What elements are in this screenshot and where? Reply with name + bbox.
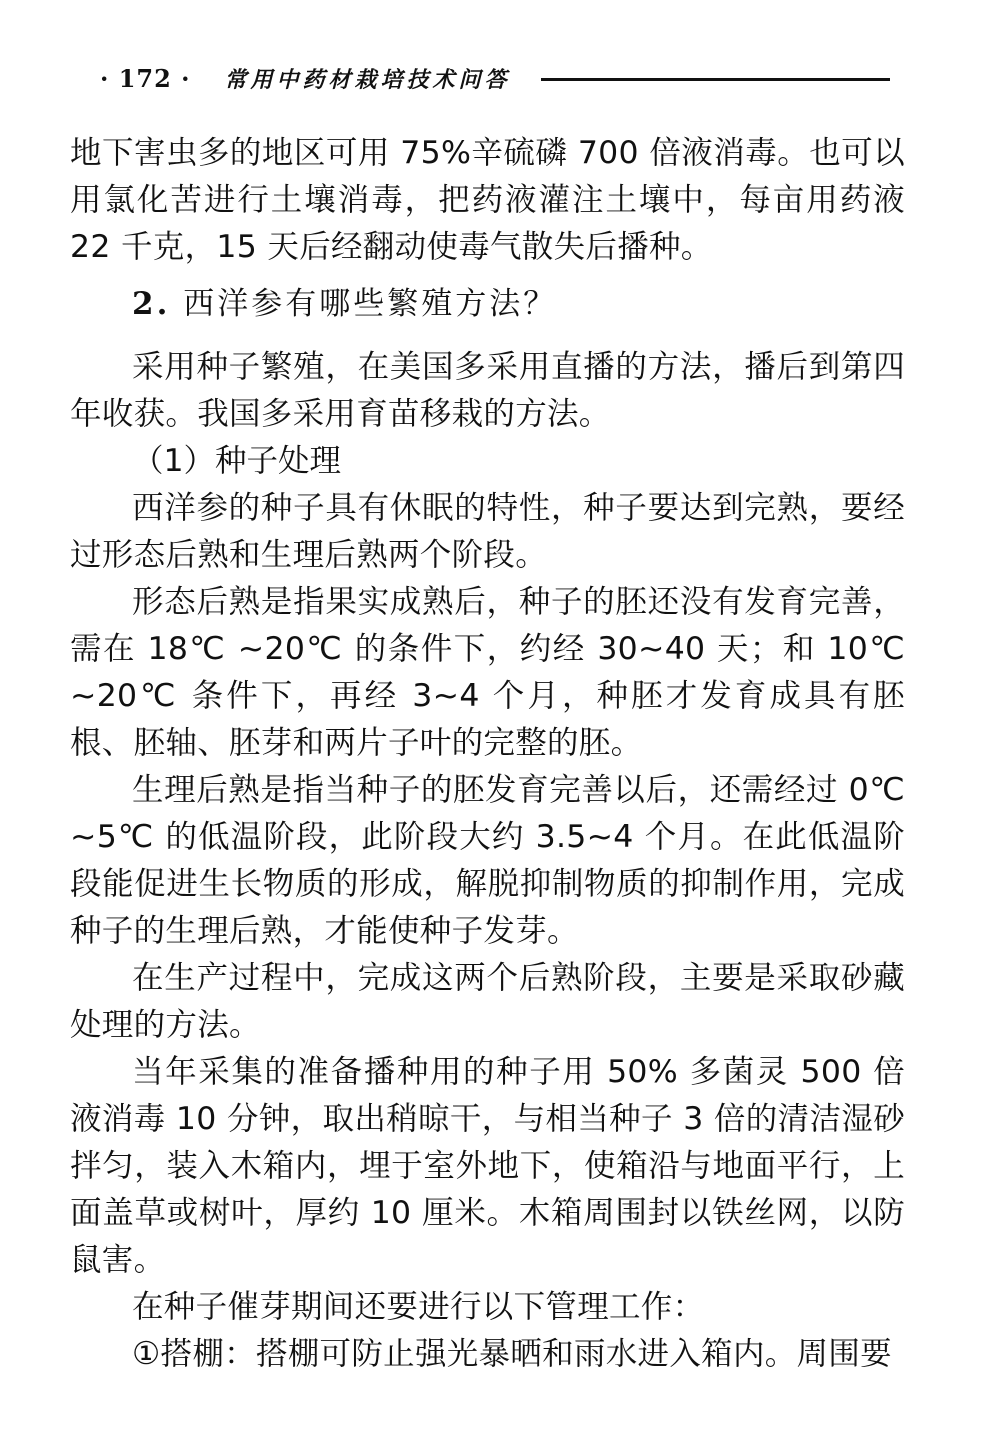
header-rule [541,78,890,81]
question-heading [132,281,905,328]
paragraph-sand-storage: 在生产过程中，完成这两个后熟阶段，主要是采取砂藏处理的方法。 [70,960,905,1043]
question-text: 西洋参有哪些繁殖方法？ [183,286,558,322]
page-body [70,130,905,1378]
page-header [100,58,890,98]
paragraph-seed-disinfection: 当年采集的准备播种用的种子用 50% 多菌灵 500 倍液消毒 10 分钟，取出稍晾干，与相当种子 3 倍的清洁湿砂拌匀，装入木箱内，埋于室外地下，使箱沿与地面平行，上面盖草或树叶，厚约 10 厘米。木箱周围封以铁丝网，以防鼠害。 [70,1054,905,1278]
question-number: 2. [132,286,171,322]
paragraph-morphological-ripening: 形态后熟是指果实成熟后，种子的胚还没有发育完善，需在 18℃ ~20℃ 的条件下，约经 30~40 天；和 10℃ ~20℃ 条件下，再经 3~4 个月，种胚才发育成具有胚根、胚轴、胚芽和两片子叶的完整的胚。 [70,584,905,761]
subheading-seed-treatment: （1）种子处理 [132,443,342,479]
paragraph-shed-building: ①搭棚：搭棚可防止强光暴晒和雨水进入箱内。周围要 [132,1336,892,1372]
paragraph-propagation-methods: 采用种子繁殖，在美国多采用直播的方法，播后到第四年收获。我国多采用育苗移栽的方法。 [70,349,905,432]
paragraph-seed-dormancy: 西洋参的种子具有休眠的特性，种子要达到完熟，要经过形态后熟和生理后熟两个阶段。 [70,490,905,573]
page-number: · 172 · [100,63,191,93]
paragraph-management-intro: 在种子催芽期间还要进行以下管理工作： [132,1289,705,1325]
paragraph-soil-disinfection: 地下害虫多的地区可用 75%辛硫磷 700 倍液消毒。也可以用氯化苦进行土壤消毒，把药液灌注土壤中，每亩用药液 22 千克，15 天后经翻动使毒气散失后播种。 [70,135,905,265]
running-title: 常用中药材栽培技术问答 [224,66,511,93]
paragraph-physiological-ripening: 生理后熟是指当种子的胚发育完善以后，还需经过 0℃ ~5℃ 的低温阶段，此阶段大约 3.5~4 个月。在此低温阶段能促进生长物质的形成，解脱抑制物质的抑制作用，完成种子的生理后熟，才能使种子发芽。 [70,772,905,949]
